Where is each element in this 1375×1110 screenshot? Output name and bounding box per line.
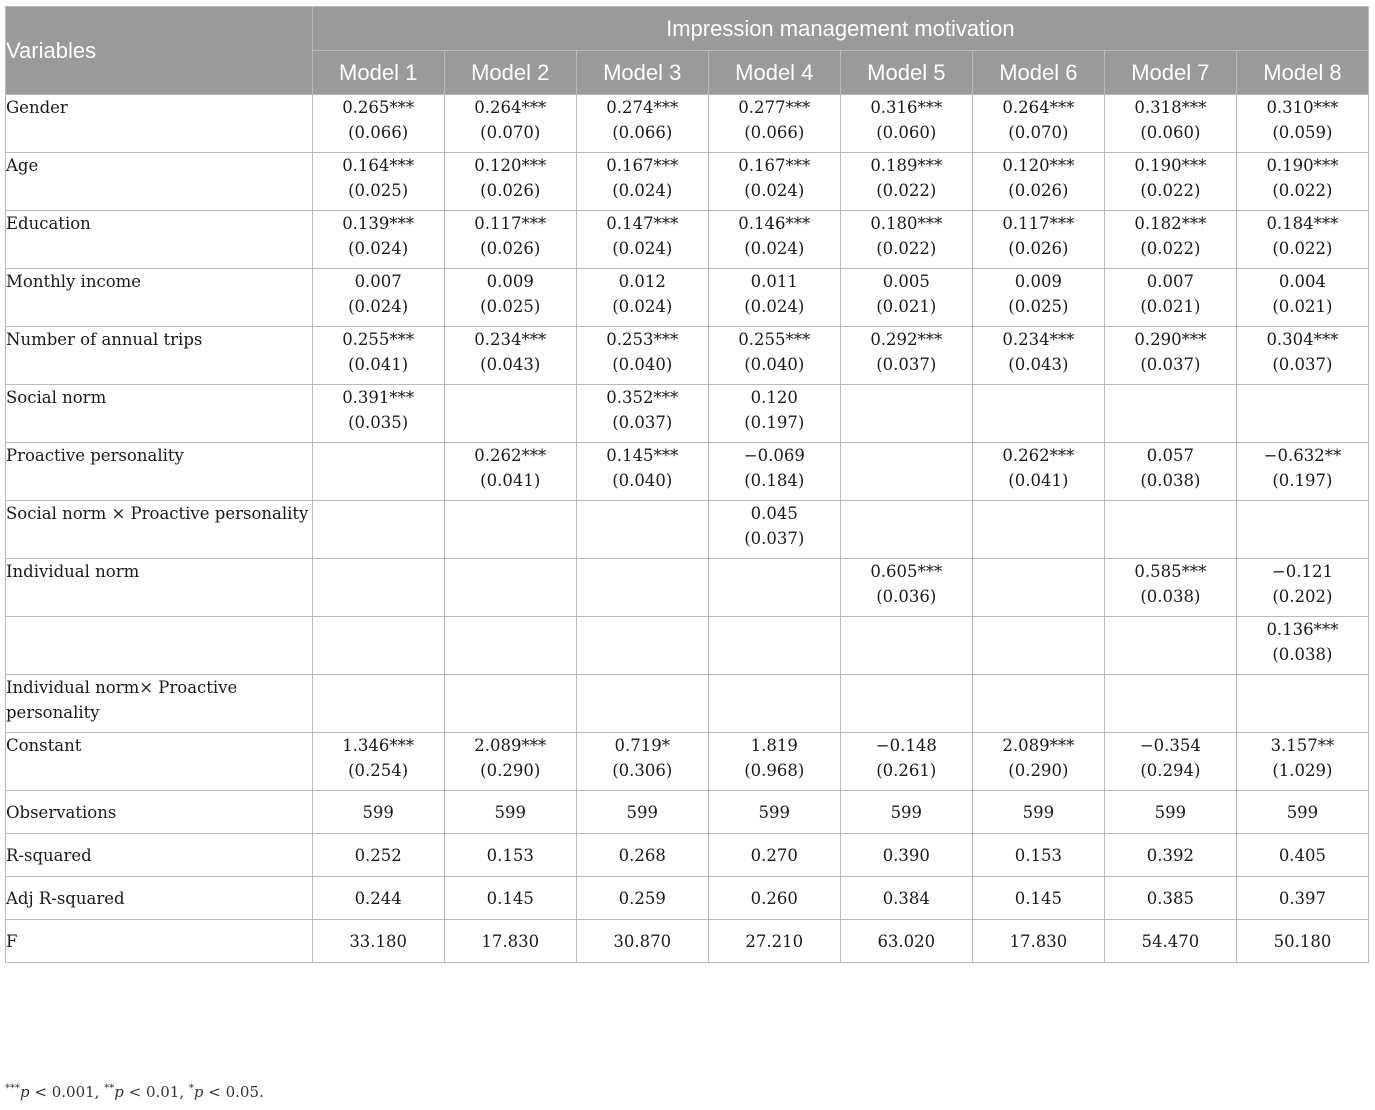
table-cell	[312, 617, 444, 675]
stats-row	[6, 791, 1369, 834]
coefficient: 0.136***	[1266, 620, 1339, 639]
coefficient: 0.264***	[474, 98, 547, 117]
table-cell	[444, 385, 576, 443]
table-cell	[972, 559, 1104, 617]
standard-error: (0.022)	[1272, 239, 1333, 258]
table-cell	[576, 617, 708, 675]
stat-value: 0.260	[708, 877, 840, 920]
table-cell	[708, 95, 840, 153]
standard-error: (0.024)	[612, 239, 673, 258]
table-cell	[840, 443, 972, 501]
stat-value: 599	[840, 791, 972, 834]
table-cell	[1236, 443, 1368, 501]
standard-error: (0.025)	[480, 297, 541, 316]
coefficient: −0.069	[743, 446, 805, 465]
coefficient: 0.007	[1146, 272, 1194, 291]
table-cell	[972, 211, 1104, 269]
row-label: Observations	[6, 791, 313, 834]
stat-value: 17.830	[444, 920, 576, 963]
coefficient: 0.234***	[1002, 330, 1075, 349]
table-cell	[1236, 95, 1368, 153]
model-header-7: Model 7	[1104, 51, 1236, 95]
model-header-4: Model 4	[708, 51, 840, 95]
table-cell	[576, 327, 708, 385]
standard-error: (0.026)	[480, 181, 541, 200]
stat-value: 33.180	[312, 920, 444, 963]
coefficient: 1.346***	[342, 736, 415, 755]
stat-value: 0.270	[708, 834, 840, 877]
standard-error: (0.035)	[348, 413, 409, 432]
coefficient: 0.262***	[474, 446, 547, 465]
row-label: Constant	[6, 733, 313, 791]
coefficient: 0.189***	[870, 156, 943, 175]
table-cell	[708, 617, 840, 675]
coefficient: 0.117***	[474, 214, 547, 233]
table-cell	[444, 327, 576, 385]
coefficient: 0.117***	[1002, 214, 1075, 233]
coefficient: −0.148	[875, 736, 937, 755]
table-cell	[576, 95, 708, 153]
standard-error: (0.070)	[480, 123, 541, 142]
table-row	[6, 153, 1369, 211]
standard-error: (0.066)	[348, 123, 409, 142]
coefficient: 0.057	[1146, 446, 1194, 465]
table-cell	[444, 211, 576, 269]
table-cell	[312, 559, 444, 617]
table-cell	[840, 153, 972, 211]
model-header-2: Model 2	[444, 51, 576, 95]
standard-error: (0.022)	[1140, 181, 1201, 200]
model-header-6: Model 6	[972, 51, 1104, 95]
stat-value: 599	[972, 791, 1104, 834]
row-label: Education	[6, 211, 313, 269]
table-cell	[444, 559, 576, 617]
table-row	[6, 327, 1369, 385]
table-cell	[312, 153, 444, 211]
row-label: Adj R-squared	[6, 877, 313, 920]
table-row	[6, 733, 1369, 791]
standard-error: (0.038)	[1140, 587, 1201, 606]
coefficient: 2.089***	[474, 736, 547, 755]
coefficient: 0.290***	[1134, 330, 1207, 349]
table-cell	[840, 617, 972, 675]
row-label: R-squared	[6, 834, 313, 877]
coefficient: 0.310***	[1266, 98, 1339, 117]
standard-error: (0.037)	[1272, 355, 1333, 374]
coefficient: −0.632**	[1263, 446, 1342, 465]
model-header-1: Model 1	[312, 51, 444, 95]
table-cell	[972, 733, 1104, 791]
coefficient: 0.007	[354, 272, 402, 291]
table-cell	[1236, 617, 1368, 675]
stat-value: 599	[1236, 791, 1368, 834]
dependent-variable-header: Impression management motivation	[312, 7, 1368, 51]
coefficient: 0.190***	[1134, 156, 1207, 175]
table-body	[6, 95, 1369, 963]
table-cell	[1236, 559, 1368, 617]
table-cell	[444, 675, 576, 733]
standard-error: (0.290)	[1008, 761, 1069, 780]
coefficient: 0.004	[1278, 272, 1327, 291]
stat-value: 0.252	[312, 834, 444, 877]
table-cell	[1236, 153, 1368, 211]
standard-error: (0.024)	[744, 181, 805, 200]
table-cell	[444, 617, 576, 675]
coefficient: 0.005	[882, 272, 930, 291]
stats-row	[6, 834, 1369, 877]
table-cell	[1104, 385, 1236, 443]
row-label: Social norm × Proactive personality	[6, 501, 313, 559]
stat-value: 0.153	[444, 834, 576, 877]
standard-error: (0.294)	[1140, 761, 1201, 780]
table-cell	[1104, 153, 1236, 211]
table-cell	[972, 443, 1104, 501]
standard-error: (0.040)	[744, 355, 805, 374]
standard-error: (0.037)	[876, 355, 937, 374]
table-cell	[1104, 675, 1236, 733]
coefficient: 0.264***	[1002, 98, 1075, 117]
row-label	[6, 617, 313, 675]
standard-error: (0.184)	[744, 471, 805, 490]
standard-error: (0.022)	[1140, 239, 1201, 258]
stat-value: 0.153	[972, 834, 1104, 877]
table-row	[6, 269, 1369, 327]
stat-value: 599	[312, 791, 444, 834]
table-cell	[1104, 211, 1236, 269]
model-header-8: Model 8	[1236, 51, 1368, 95]
table-cell	[972, 327, 1104, 385]
coefficient: 0.164***	[342, 156, 415, 175]
standard-error: (0.038)	[1272, 645, 1333, 664]
coefficient: 0.045	[750, 504, 798, 523]
table-cell	[576, 733, 708, 791]
standard-error: (0.060)	[1140, 123, 1201, 142]
table-cell	[708, 385, 840, 443]
table-cell	[972, 617, 1104, 675]
table-cell	[444, 501, 576, 559]
stat-value: 17.830	[972, 920, 1104, 963]
stat-value: 54.470	[1104, 920, 1236, 963]
table-cell	[972, 269, 1104, 327]
table-cell	[708, 153, 840, 211]
row-label: Social norm	[6, 385, 313, 443]
standard-error: (0.036)	[876, 587, 937, 606]
row-label: F	[6, 920, 313, 963]
table-cell	[312, 443, 444, 501]
table-cell	[708, 733, 840, 791]
coefficient: 0.316***	[870, 98, 943, 117]
standard-error: (0.040)	[612, 355, 673, 374]
coefficient: −0.121	[1271, 562, 1333, 581]
standard-error: (0.026)	[1008, 239, 1069, 258]
table-cell	[312, 95, 444, 153]
standard-error: (0.024)	[744, 239, 805, 258]
table-cell	[576, 559, 708, 617]
stat-value: 63.020	[840, 920, 972, 963]
row-label: Individual norm	[6, 559, 313, 617]
table-cell	[1236, 385, 1368, 443]
standard-error: (0.041)	[480, 471, 541, 490]
table-cell	[1236, 327, 1368, 385]
standard-error: (0.290)	[480, 761, 541, 780]
table-cell	[1104, 617, 1236, 675]
table-cell	[444, 269, 576, 327]
coefficient: 0.180***	[870, 214, 943, 233]
coefficient: 0.190***	[1266, 156, 1339, 175]
table-cell	[1104, 327, 1236, 385]
standard-error: (0.025)	[348, 181, 409, 200]
standard-error: (0.968)	[744, 761, 805, 780]
coefficient: 0.292***	[870, 330, 943, 349]
standard-error: (0.022)	[1272, 181, 1333, 200]
standard-error: (0.254)	[348, 761, 409, 780]
table-row	[6, 95, 1369, 153]
stat-value: 0.244	[312, 877, 444, 920]
stat-value: 27.210	[708, 920, 840, 963]
table-cell	[708, 269, 840, 327]
table-header	[6, 7, 1369, 95]
stat-value: 0.145	[972, 877, 1104, 920]
table-row	[6, 617, 1369, 675]
table-cell	[972, 385, 1104, 443]
table-cell	[840, 733, 972, 791]
coefficient: 0.012	[618, 272, 666, 291]
coefficient: 0.255***	[342, 330, 415, 349]
standard-error: (0.066)	[612, 123, 673, 142]
coefficient: 0.009	[486, 272, 534, 291]
standard-error: (0.197)	[1272, 471, 1333, 490]
table-cell	[708, 559, 840, 617]
coefficient: 0.120	[750, 388, 798, 407]
table-cell	[972, 675, 1104, 733]
coefficient: 0.391***	[342, 388, 415, 407]
standard-error: (0.041)	[348, 355, 409, 374]
coefficient: 0.277***	[738, 98, 811, 117]
table-cell	[1104, 443, 1236, 501]
standard-error: (1.029)	[1272, 761, 1333, 780]
stat-value: 0.390	[840, 834, 972, 877]
standard-error: (0.261)	[876, 761, 937, 780]
coefficient: 0.167***	[738, 156, 811, 175]
standard-error: (0.060)	[876, 123, 937, 142]
coefficient: 0.009	[1014, 272, 1062, 291]
table-cell	[840, 269, 972, 327]
table-cell	[972, 153, 1104, 211]
coefficient: 0.352***	[606, 388, 679, 407]
table-cell	[708, 675, 840, 733]
stat-value: 0.405	[1236, 834, 1368, 877]
table-cell	[576, 443, 708, 501]
standard-error: (0.022)	[876, 239, 937, 258]
table-cell	[1104, 95, 1236, 153]
table-cell	[840, 675, 972, 733]
coefficient: −0.354	[1139, 736, 1201, 755]
row-label: Monthly income	[6, 269, 313, 327]
stat-value: 599	[444, 791, 576, 834]
table-cell	[840, 385, 972, 443]
standard-error: (0.066)	[744, 123, 805, 142]
row-label: Proactive personality	[6, 443, 313, 501]
stat-value: 0.145	[444, 877, 576, 920]
standard-error: (0.041)	[1008, 471, 1069, 490]
coefficient: 0.585***	[1134, 562, 1207, 581]
stat-value: 0.259	[576, 877, 708, 920]
table-cell	[840, 559, 972, 617]
table-cell	[576, 211, 708, 269]
standard-error: (0.037)	[612, 413, 673, 432]
coefficient: 3.157**	[1270, 736, 1335, 755]
standard-error: (0.021)	[876, 297, 937, 316]
table-cell	[444, 733, 576, 791]
table-cell	[1236, 211, 1368, 269]
coefficient: 0.274***	[606, 98, 679, 117]
coefficient: 0.318***	[1134, 98, 1207, 117]
regression-table	[5, 6, 1369, 963]
table-cell	[1236, 733, 1368, 791]
model-header-5: Model 5	[840, 51, 972, 95]
row-label: Number of annual trips	[6, 327, 313, 385]
table-row	[6, 559, 1369, 617]
row-label: Individual norm× Proactive personality	[6, 675, 313, 733]
standard-error: (0.197)	[744, 413, 805, 432]
variables-header: Variables	[6, 7, 313, 95]
stat-value: 0.385	[1104, 877, 1236, 920]
coefficient: 0.167***	[606, 156, 679, 175]
standard-error: (0.025)	[1008, 297, 1069, 316]
coefficient: 0.145***	[606, 446, 679, 465]
stats-row	[6, 920, 1369, 963]
table-cell	[312, 327, 444, 385]
table-cell	[708, 327, 840, 385]
stat-value: 30.870	[576, 920, 708, 963]
coefficient: 0.139***	[342, 214, 415, 233]
table-row	[6, 675, 1369, 733]
table-row	[6, 385, 1369, 443]
table-row	[6, 443, 1369, 501]
table-cell	[1104, 733, 1236, 791]
stat-value: 0.384	[840, 877, 972, 920]
table-cell	[312, 733, 444, 791]
table-cell	[1236, 269, 1368, 327]
stat-value: 599	[576, 791, 708, 834]
table-cell	[576, 675, 708, 733]
stat-value: 599	[708, 791, 840, 834]
standard-error: (0.024)	[744, 297, 805, 316]
table-cell	[1104, 269, 1236, 327]
standard-error: (0.202)	[1272, 587, 1333, 606]
coefficient: 0.255***	[738, 330, 811, 349]
coefficient: 1.819	[750, 736, 798, 755]
model-header-3: Model 3	[576, 51, 708, 95]
table-row	[6, 211, 1369, 269]
table-cell	[576, 385, 708, 443]
standard-error: (0.043)	[480, 355, 541, 374]
table-cell	[444, 95, 576, 153]
standard-error: (0.021)	[1272, 297, 1333, 316]
table-cell	[1236, 675, 1368, 733]
standard-error: (0.070)	[1008, 123, 1069, 142]
table-cell	[444, 443, 576, 501]
coefficient: 0.265***	[342, 98, 415, 117]
table-cell	[312, 211, 444, 269]
standard-error: (0.043)	[1008, 355, 1069, 374]
significance-footnote: ***p < 0.001, **p < 0.01, *p < 0.05.	[5, 1083, 264, 1101]
coefficient: 0.182***	[1134, 214, 1207, 233]
coefficient: 0.253***	[606, 330, 679, 349]
coefficient: 0.120***	[1002, 156, 1075, 175]
table-cell	[972, 501, 1104, 559]
coefficient: 0.146***	[738, 214, 811, 233]
table-cell	[840, 327, 972, 385]
table-cell	[708, 443, 840, 501]
stat-value: 0.392	[1104, 834, 1236, 877]
coefficient: 0.011	[750, 272, 798, 291]
standard-error: (0.021)	[1140, 297, 1201, 316]
table-cell	[576, 153, 708, 211]
table-cell	[312, 269, 444, 327]
table-cell	[840, 501, 972, 559]
table-cell	[576, 501, 708, 559]
coefficient: 0.147***	[606, 214, 679, 233]
standard-error: (0.024)	[348, 239, 409, 258]
coefficient: 0.262***	[1002, 446, 1075, 465]
standard-error: (0.306)	[612, 761, 673, 780]
standard-error: (0.024)	[348, 297, 409, 316]
table-row	[6, 501, 1369, 559]
standard-error: (0.024)	[612, 297, 673, 316]
stat-value: 0.268	[576, 834, 708, 877]
standard-error: (0.022)	[876, 181, 937, 200]
standard-error: (0.026)	[480, 239, 541, 258]
table-cell	[1104, 559, 1236, 617]
table-cell	[840, 95, 972, 153]
standard-error: (0.038)	[1140, 471, 1201, 490]
table-cell	[1104, 501, 1236, 559]
standard-error: (0.024)	[612, 181, 673, 200]
table-cell	[1236, 501, 1368, 559]
table-cell	[312, 385, 444, 443]
coefficient: 0.605***	[870, 562, 943, 581]
coefficient: 0.719*	[614, 736, 670, 755]
coefficient: 0.120***	[474, 156, 547, 175]
table-cell	[972, 95, 1104, 153]
standard-error: (0.037)	[1140, 355, 1201, 374]
table-cell	[840, 211, 972, 269]
table-cell	[708, 501, 840, 559]
stat-value: 0.397	[1236, 877, 1368, 920]
table-cell	[708, 211, 840, 269]
stat-value: 50.180	[1236, 920, 1368, 963]
table-cell	[576, 269, 708, 327]
standard-error: (0.037)	[744, 529, 805, 548]
coefficient: 2.089***	[1002, 736, 1075, 755]
row-label: Age	[6, 153, 313, 211]
coefficient: 0.234***	[474, 330, 547, 349]
stat-value: 599	[1104, 791, 1236, 834]
table-cell	[312, 501, 444, 559]
standard-error: (0.040)	[612, 471, 673, 490]
coefficient: 0.184***	[1266, 214, 1339, 233]
table-cell	[444, 153, 576, 211]
table-cell	[312, 675, 444, 733]
stats-row	[6, 877, 1369, 920]
standard-error: (0.059)	[1272, 123, 1333, 142]
coefficient: 0.304***	[1266, 330, 1339, 349]
row-label: Gender	[6, 95, 313, 153]
standard-error: (0.026)	[1008, 181, 1069, 200]
